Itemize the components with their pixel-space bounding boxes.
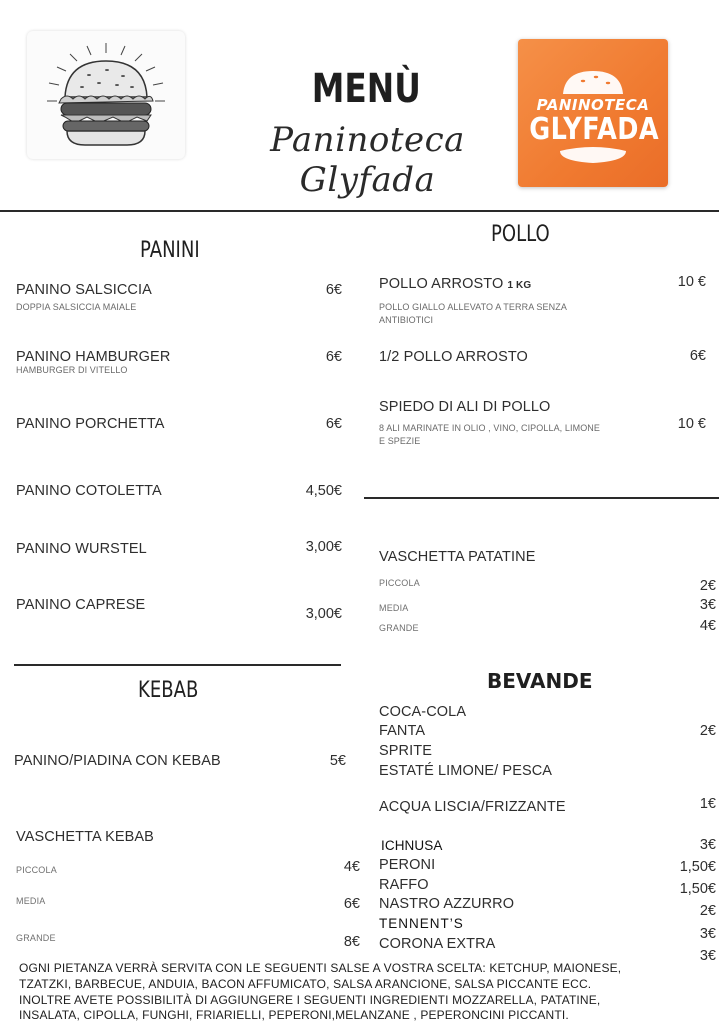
panino-hamburger-name: PANINO HAMBURGER (16, 349, 171, 365)
bevande-heading: BEVANDE (487, 669, 593, 693)
pollo-arrosto-qty: 1 KG (507, 280, 532, 291)
menu-subtitle: Paninoteca Glyfada (270, 120, 465, 200)
patatine-size-piccola: PICCOLA (379, 578, 420, 588)
patatine-size-media: MEDIA (379, 603, 409, 613)
acqua-price: 1€ (699, 796, 716, 812)
spiedo-ali-price: 10 € (677, 416, 706, 432)
panino-porchetta-name: PANINO PORCHETTA (16, 416, 165, 432)
pollo-divider (364, 497, 719, 499)
acqua-name: ACQUA LISCIA/FRIZZANTE (379, 799, 566, 815)
panino-hamburger-desc: HAMBURGER DI VITELLO (16, 365, 128, 375)
panino-piadina-kebab-name: PANINO/PIADINA CON KEBAB (14, 753, 221, 769)
panini-divider (14, 664, 341, 666)
birra-corona-extra-price: 3€ (699, 948, 716, 964)
panino-wurstel-price: 3,00€ (305, 539, 342, 555)
patatine-price-grande: 4€ (699, 618, 716, 634)
bevanda-fanta: FANTA (379, 723, 426, 739)
sauces-note-line-4: INSALATA, CIPOLLA, FUNGHI, FRIARIELLI, PEPERONI,MELANZANE , PEPERONCINI PICCANTI. (19, 1008, 569, 1023)
patatine-size-grande: GRANDE (379, 623, 419, 633)
birra-corona-extra: CORONA EXTRA (379, 936, 496, 952)
sauces-note-line-1: OGNI PIETANZA VERRÀ SERVITA CON LE SEGUENTI SALSE A VOSTRA SCELTA: KETCHUP, MAIONESE, (19, 961, 622, 975)
sauces-note-line-3: INOLTRE AVETE POSSIBILITÀ DI AGGIUNGERE I SEGUENTI INGREDIENTI MOZZARELLA, PATATINE, (19, 992, 601, 1007)
birra-ichnusa: ICHNUSA (381, 838, 443, 853)
paninoteca-glyfada-logo (518, 39, 668, 187)
kebab-size-grande: GRANDE (16, 933, 56, 943)
mezzo-pollo-price: 6€ (689, 348, 706, 364)
panini-heading: PANINI (140, 238, 200, 263)
pollo-heading: POLLO (491, 222, 550, 247)
spiedo-ali-desc-1: 8 ALI MARINATE IN OLIO , VINO, CIPOLLA, LIMONE (379, 423, 600, 433)
panino-piadina-kebab-price: 5€ (329, 753, 346, 769)
birra-raffo: RAFFO (379, 877, 429, 893)
panino-cotoletta-name: PANINO COTOLETTA (16, 483, 162, 499)
pollo-arrosto-label: POLLO ARROSTO (379, 276, 504, 292)
kebab-size-piccola: PICCOLA (16, 865, 57, 875)
burger-sketch-icon (27, 31, 185, 159)
sauces-note-line-2: TZATZKI, BARBECUE, ANDUIA, BACON AFFUMICATO, SALSA ARANCIONE, SALSA PICCANTE ECC. (19, 976, 592, 991)
birra-peroni: PERONI (379, 857, 436, 873)
vaschetta-patatine-name: VASCHETTA PATATINE (379, 549, 536, 565)
panino-caprese-price: 3,00€ (305, 606, 342, 622)
sauces-note (19, 961, 699, 1024)
birra-nastro-azzurro-price: 2€ (699, 903, 716, 919)
birra-tennents: TENNENT’S (379, 916, 464, 931)
bevande-soft-price: 2€ (699, 723, 716, 739)
kebab-price-media: 6€ (343, 896, 360, 912)
birra-raffo-price: 1,50€ (679, 881, 716, 897)
pollo-arrosto-price: 10 € (677, 274, 706, 290)
spiedo-ali-desc-2: E SPEZIE (379, 436, 421, 446)
panino-hamburger-price: 6€ (325, 349, 342, 365)
bevanda-sprite: SPRITE (379, 743, 432, 759)
pollo-arrosto-desc-1: POLLO GIALLO ALLEVATO A TERRA SENZA (379, 302, 567, 312)
spiedo-ali-name: SPIEDO DI ALI DI POLLO (379, 399, 551, 415)
kebab-price-piccola: 4€ (343, 859, 360, 875)
burger-sketch-logo (27, 31, 185, 159)
birra-ichnusa-price: 3€ (699, 837, 716, 853)
panino-porchetta-price: 6€ (325, 416, 342, 432)
birra-peroni-price: 1,50€ (679, 859, 716, 875)
birra-tennents-price: 3€ (699, 926, 716, 942)
menu-title: MENÙ (311, 66, 421, 112)
kebab-price-grande: 8€ (343, 934, 360, 950)
pollo-arrosto-name (379, 276, 531, 292)
birra-nastro-azzurro: NASTRO AZZURRO (379, 896, 515, 912)
panino-wurstel-name: PANINO WURSTEL (16, 541, 147, 557)
patatine-price-media: 3€ (699, 597, 716, 613)
bevanda-estate: ESTATÉ LIMONE/ PESCA (379, 763, 553, 779)
bevanda-coca-cola: COCA-COLA (379, 704, 467, 720)
patatine-price-piccola: 2€ (699, 578, 716, 594)
mezzo-pollo-name: 1/2 POLLO ARROSTO (379, 349, 528, 365)
vaschetta-kebab-name: VASCHETTA KEBAB (16, 829, 154, 845)
kebab-size-media: MEDIA (16, 896, 46, 906)
panino-salsiccia-name: PANINO SALSICCIA (16, 282, 152, 298)
logo-text-paninoteca: PANINOTECA (536, 96, 650, 114)
pollo-arrosto-desc-2: ANTIBIOTICI (379, 315, 434, 325)
kebab-heading: KEBAB (138, 678, 199, 703)
panino-caprese-name: PANINO CAPRESE (16, 597, 146, 613)
header-divider (0, 210, 719, 212)
panino-cotoletta-price: 4,50€ (305, 483, 342, 499)
logo-text-glyfada: GLYFADA (529, 112, 660, 147)
panino-salsiccia-price: 6€ (325, 282, 342, 298)
panino-salsiccia-desc: DOPPIA SALSICCIA MAIALE (16, 302, 137, 312)
